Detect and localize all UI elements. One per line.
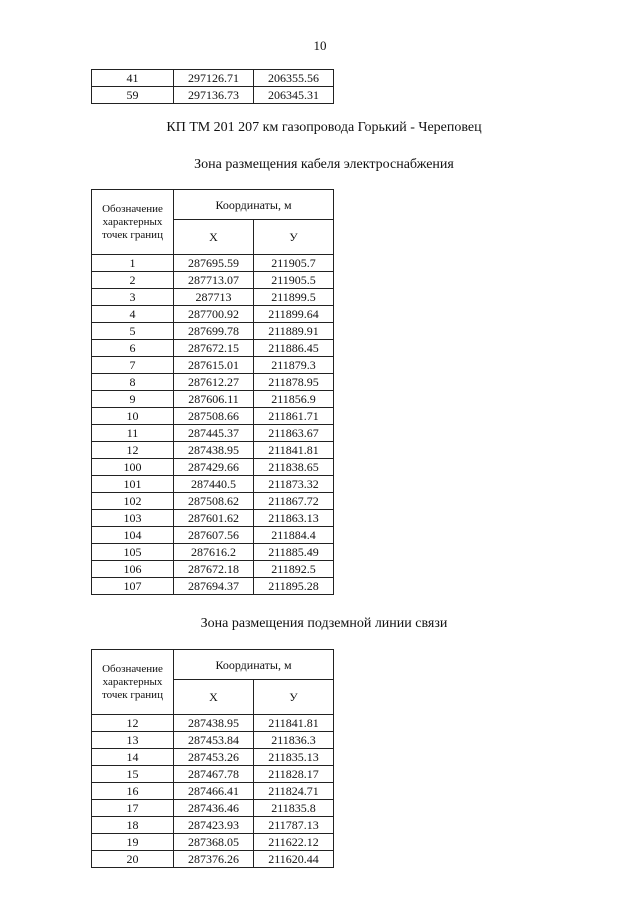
table-row xyxy=(92,289,334,306)
coordinate-x: 287713.07 xyxy=(174,272,254,289)
page-number: 10 xyxy=(313,38,327,53)
header-designation: Обозначение характерных точек границ xyxy=(92,190,174,255)
coordinate-y: 211856.9 xyxy=(254,391,334,408)
coordinate-y: 211838.65 xyxy=(254,459,334,476)
table-row xyxy=(92,476,334,493)
coordinate-x: 287694.37 xyxy=(174,578,254,595)
header-designation: Обозначение характерных точек границ xyxy=(92,650,174,715)
coordinate-y: 211905.5 xyxy=(254,272,334,289)
coordinate-x: 287606.11 xyxy=(174,391,254,408)
coordinate-y: 211899.64 xyxy=(254,306,334,323)
coordinate-x: 287467.78 xyxy=(174,766,254,783)
table-row xyxy=(92,357,334,374)
coordinate-y: 211787.13 xyxy=(254,817,334,834)
coordinate-x: 287445.37 xyxy=(174,425,254,442)
coordinate-y: 211861.71 xyxy=(254,408,334,425)
coordinate-y: 211889.91 xyxy=(254,323,334,340)
coordinate-y: 211835.8 xyxy=(254,800,334,817)
coordinate-y: 211878.95 xyxy=(254,374,334,391)
coordinate-y: 211620.44 xyxy=(254,851,334,868)
coordinate-x: 287672.18 xyxy=(174,561,254,578)
point-number: 3 xyxy=(92,289,174,306)
table-row xyxy=(92,817,334,834)
coordinate-x: 287429.66 xyxy=(174,459,254,476)
coordinate-x: 287700.92 xyxy=(174,306,254,323)
table-row xyxy=(92,408,334,425)
coordinate-x: 287508.62 xyxy=(174,493,254,510)
table-row xyxy=(92,87,334,104)
coordinate-y: 211905.7 xyxy=(254,255,334,272)
coordinate-x: 287368.05 xyxy=(174,834,254,851)
document-title: КП ТМ 201 207 км газопровода Горький - Череповец xyxy=(166,120,482,135)
table-row xyxy=(92,851,334,868)
table-row xyxy=(92,391,334,408)
coordinate-y: 211622.12 xyxy=(254,834,334,851)
table-row xyxy=(92,510,334,527)
coordinate-x: 297126.71 xyxy=(174,70,254,87)
point-number: 104 xyxy=(92,527,174,544)
coordinate-y: 211828.17 xyxy=(254,766,334,783)
coordinate-x: 287713 xyxy=(174,289,254,306)
table-row xyxy=(92,340,334,357)
coordinate-x: 287438.95 xyxy=(174,442,254,459)
point-number: 18 xyxy=(92,817,174,834)
header-x: X xyxy=(174,680,254,715)
point-number: 103 xyxy=(92,510,174,527)
point-number: 9 xyxy=(92,391,174,408)
coordinate-x: 297136.73 xyxy=(174,87,254,104)
table-row xyxy=(92,715,334,732)
table-row xyxy=(92,323,334,340)
table-row xyxy=(92,834,334,851)
header-coordinates: Координаты, м xyxy=(174,650,334,680)
coordinate-x: 287616.2 xyxy=(174,544,254,561)
coordinate-y: 211879.3 xyxy=(254,357,334,374)
table-row xyxy=(92,425,334,442)
coordinate-y: 211886.45 xyxy=(254,340,334,357)
coordinate-y: 211836.3 xyxy=(254,732,334,749)
coordinate-y: 211863.13 xyxy=(254,510,334,527)
table-row xyxy=(92,459,334,476)
zone-title-communication-line: Зона размещения подземной линии связи xyxy=(200,616,448,631)
point-number: 7 xyxy=(92,357,174,374)
point-number: 12 xyxy=(92,715,174,732)
coordinate-x: 287453.84 xyxy=(174,732,254,749)
coordinate-x: 287440.5 xyxy=(174,476,254,493)
coordinate-y: 206355.56 xyxy=(254,70,334,87)
point-number: 17 xyxy=(92,800,174,817)
coordinate-x: 287601.62 xyxy=(174,510,254,527)
coordinate-y: 211899.5 xyxy=(254,289,334,306)
coordinate-y: 211885.49 xyxy=(254,544,334,561)
coordinate-y: 211884.4 xyxy=(254,527,334,544)
table-row xyxy=(92,272,334,289)
coordinate-y: 211824.71 xyxy=(254,783,334,800)
table-row xyxy=(92,544,334,561)
zone-title-power-cable: Зона размещения кабеля электроснабжения xyxy=(194,157,454,172)
coordinate-x: 287612.27 xyxy=(174,374,254,391)
coordinate-x: 287453.26 xyxy=(174,749,254,766)
point-number: 1 xyxy=(92,255,174,272)
point-number: 5 xyxy=(92,323,174,340)
coordinate-x: 287376.26 xyxy=(174,851,254,868)
coordinate-y: 211863.67 xyxy=(254,425,334,442)
point-number: 107 xyxy=(92,578,174,595)
point-number: 101 xyxy=(92,476,174,493)
point-number: 100 xyxy=(92,459,174,476)
coordinates-table-power-cable xyxy=(91,189,334,595)
header-x: X xyxy=(174,220,254,255)
coordinate-y: 211873.32 xyxy=(254,476,334,493)
point-number: 14 xyxy=(92,749,174,766)
point-number: 102 xyxy=(92,493,174,510)
coordinate-x: 287508.66 xyxy=(174,408,254,425)
table-row xyxy=(92,749,334,766)
point-number: 106 xyxy=(92,561,174,578)
table-row xyxy=(92,493,334,510)
point-number: 2 xyxy=(92,272,174,289)
coordinate-x: 287438.95 xyxy=(174,715,254,732)
coordinate-x: 287466.41 xyxy=(174,783,254,800)
table-row xyxy=(92,306,334,323)
point-number: 10 xyxy=(92,408,174,425)
coordinate-x: 287672.15 xyxy=(174,340,254,357)
coordinates-table-continued xyxy=(91,69,334,104)
table-row xyxy=(92,374,334,391)
coordinate-x: 287436.46 xyxy=(174,800,254,817)
coordinate-y: 211867.72 xyxy=(254,493,334,510)
table-row xyxy=(92,732,334,749)
point-number: 8 xyxy=(92,374,174,391)
point-number: 59 xyxy=(92,87,174,104)
table-row xyxy=(92,783,334,800)
coordinate-x: 287695.59 xyxy=(174,255,254,272)
header-coordinates: Координаты, м xyxy=(174,190,334,220)
point-number: 4 xyxy=(92,306,174,323)
point-number: 12 xyxy=(92,442,174,459)
header-y: У xyxy=(254,220,334,255)
coordinate-y: 211895.28 xyxy=(254,578,334,595)
point-number: 16 xyxy=(92,783,174,800)
point-number: 41 xyxy=(92,70,174,87)
table-row xyxy=(92,442,334,459)
coordinate-x: 287615.01 xyxy=(174,357,254,374)
point-number: 6 xyxy=(92,340,174,357)
header-y: У xyxy=(254,680,334,715)
point-number: 15 xyxy=(92,766,174,783)
coordinate-x: 287607.56 xyxy=(174,527,254,544)
table-row xyxy=(92,766,334,783)
point-number: 20 xyxy=(92,851,174,868)
point-number: 13 xyxy=(92,732,174,749)
point-number: 11 xyxy=(92,425,174,442)
coordinate-x: 287699.78 xyxy=(174,323,254,340)
table-row xyxy=(92,70,334,87)
table-row xyxy=(92,578,334,595)
table-row xyxy=(92,561,334,578)
coordinate-y: 211892.5 xyxy=(254,561,334,578)
table-row xyxy=(92,255,334,272)
coordinates-table-communication-line xyxy=(91,649,334,868)
table-row xyxy=(92,527,334,544)
point-number: 19 xyxy=(92,834,174,851)
coordinate-y: 206345.31 xyxy=(254,87,334,104)
coordinate-x: 287423.93 xyxy=(174,817,254,834)
coordinate-y: 211835.13 xyxy=(254,749,334,766)
table-row xyxy=(92,800,334,817)
point-number: 105 xyxy=(92,544,174,561)
coordinate-y: 211841.81 xyxy=(254,442,334,459)
coordinate-y: 211841.81 xyxy=(254,715,334,732)
